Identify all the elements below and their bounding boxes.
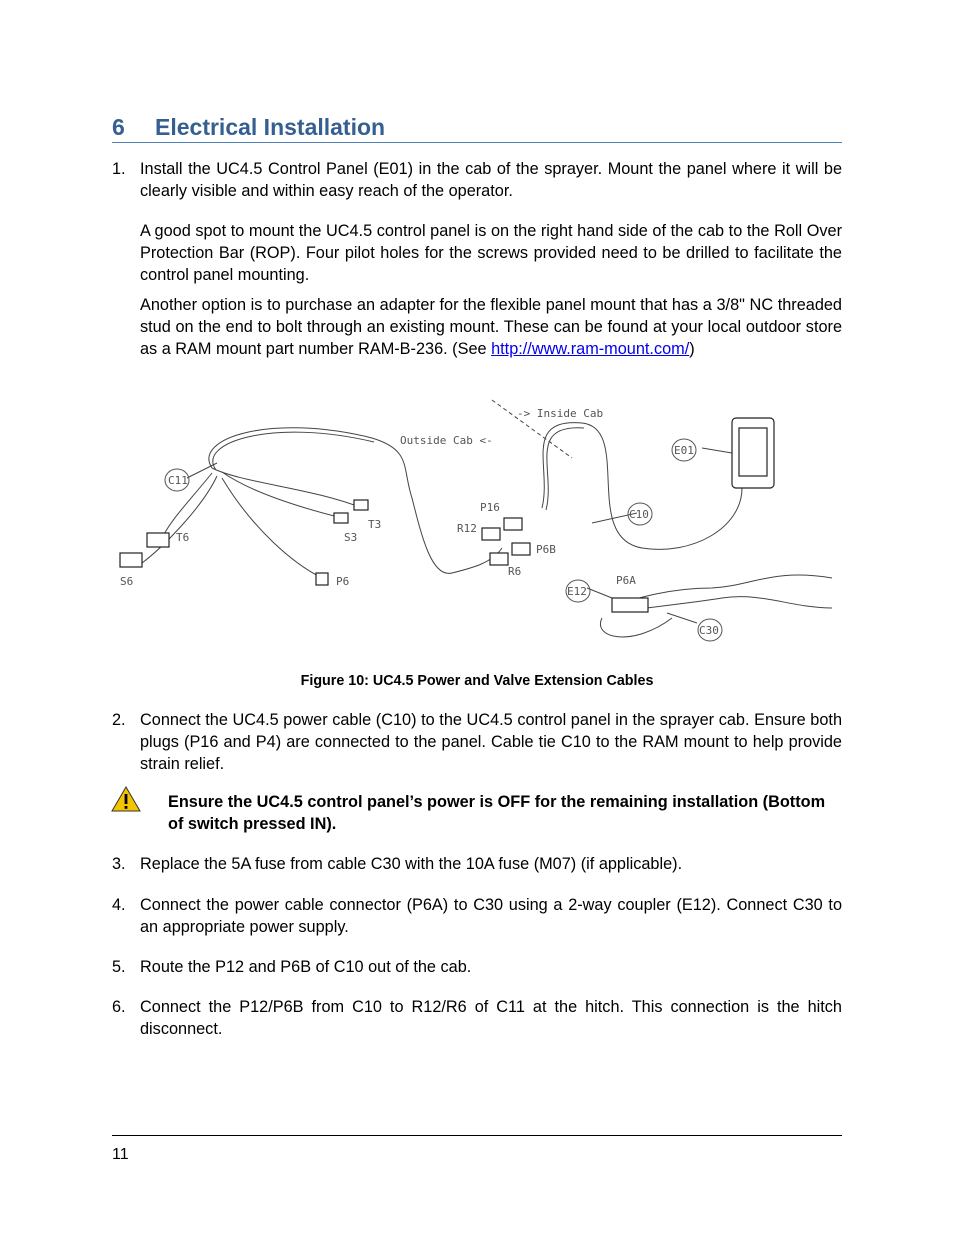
connector-r12: [482, 528, 500, 540]
connector-t3: [354, 500, 368, 510]
step-number: 4.: [112, 896, 126, 914]
connector-r6: [490, 553, 508, 565]
section-title: Electrical Installation: [155, 114, 386, 140]
label-p6a: P6A: [616, 574, 636, 587]
step-text: Replace the 5A fuse from cable C30 with the 10A fuse (M07) (if applicable).: [140, 855, 683, 873]
label-s6: S6: [120, 575, 134, 588]
label-t3: T3: [368, 518, 382, 531]
label-inside-cab: -> Inside Cab: [517, 407, 604, 420]
step-text: Connect the power cable connector (P6A) to C30 using a 2-way coupler (E12). Connect C30 to an appropriate power supply.: [140, 896, 842, 936]
section-number: 6: [112, 114, 125, 140]
label-c10: C10: [629, 508, 649, 521]
label-r12: R12: [457, 522, 477, 535]
connector-p6b: [512, 543, 530, 555]
step1-note-1: A good spot to mount the UC4.5 control panel is on the right hand side of the cab to the Roll Over Protection Bar (ROP). Four pilot holes for the screws provided need to be drilled to facilitate the control panel mounting.: [140, 222, 842, 284]
label-outside-cab: Outside Cab <-: [400, 434, 493, 447]
label-p16: P16: [480, 501, 500, 514]
label-c30: C30: [699, 624, 719, 637]
connector-p6: [316, 573, 328, 585]
section-heading: [112, 112, 842, 143]
step1-note-2-end: ): [689, 340, 695, 358]
step-number: 3.: [112, 855, 126, 873]
step-text: Install the UC4.5 Control Panel (E01) in the cab of the sprayer. Mount the panel where it will be clearly visible and within easy reach of the operator.: [140, 160, 842, 200]
connector-p16: [504, 518, 522, 530]
label-e12: E12: [567, 585, 587, 598]
step1-note-2: [140, 294, 842, 360]
step1-note-2-text: Another option is to purchase an adapter for the flexible panel mount that has a 3/8" NC threaded stud on the end to bolt through an existing mount. These can be found at your local outdoor store as a RAM mount part number RAM-B-236. (See: [140, 296, 842, 358]
step-text: Route the P12 and P6B of C10 out of the cab.: [140, 958, 472, 976]
control-panel-screen: [739, 428, 767, 476]
figure-caption: Figure 10: UC4.5 Power and Valve Extension Cables: [300, 673, 654, 689]
step-number: 1.: [112, 160, 126, 178]
warning-text: Ensure the UC4.5 control panel’s power is OFF for the remaining installation (Bottom of switch pressed IN).: [168, 793, 826, 833]
label-s3: S3: [344, 531, 358, 544]
ram-mount-link[interactable]: http://www.ram-mount.com/: [491, 340, 690, 358]
warning-icon: [111, 786, 141, 812]
connector-p6a: [612, 598, 648, 612]
label-e01: E01: [674, 444, 694, 457]
connector-s6: [120, 553, 142, 567]
step-text: Connect the P12/P6B from C10 to R12/R6 of C11 at the hitch. This connection is the hitch disconnect.: [140, 998, 842, 1038]
step-number: 2.: [112, 711, 126, 729]
label-p6b: P6B: [536, 543, 556, 556]
page-number: 11: [112, 1146, 129, 1163]
step-number: 5.: [112, 958, 126, 976]
cable-diagram: [112, 398, 842, 660]
label-r6: R6: [508, 565, 522, 578]
label-t6: T6: [176, 531, 190, 544]
connector-t6: [147, 533, 169, 547]
footer-rule: [112, 1135, 842, 1136]
label-c11: C11: [168, 474, 188, 487]
connector-s3: [334, 513, 348, 523]
step-number: 6.: [112, 998, 126, 1016]
step-text: Connect the UC4.5 power cable (C10) to the UC4.5 control panel in the sprayer cab. Ensure both plugs (P16 and P4) are connected to the panel. Cable tie C10 to the RAM mount to help provide strain relief.: [140, 711, 842, 773]
label-p6: P6: [336, 575, 350, 588]
